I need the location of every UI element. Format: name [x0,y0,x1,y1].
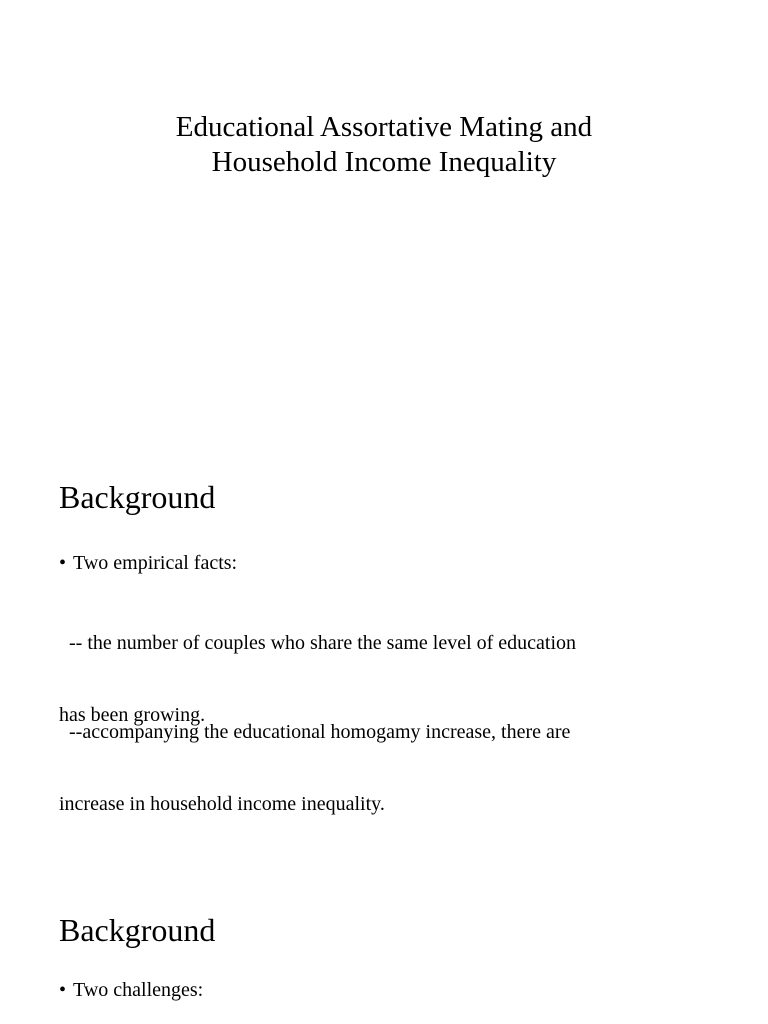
slide-heading: Background [59,479,216,515]
fact-one-line-1: -- the number of couples who share the same level of education [59,632,577,654]
fact-one-line-2: has been growing. [59,704,206,726]
slide-heading-2: Background [59,912,216,948]
fact-two-line-1: --accompanying the educational homogamy increase, there are [59,721,571,743]
fact-two-line-2: increase in household income inequality. [59,793,385,815]
bullet-text-2: Two challenges: [73,979,204,1001]
bullet-text: Two empirical facts: [73,552,238,574]
bullet-dot-icon: • [59,979,67,1001]
title-line-2: Household Income Inequality [211,146,557,178]
bullet-dot-icon: • [59,552,67,574]
fact-two [59,672,659,864]
bullet-item [59,551,237,575]
bullet-item-2 [59,978,203,1002]
title-line-1: Educational Assortative Mating and [175,111,593,143]
